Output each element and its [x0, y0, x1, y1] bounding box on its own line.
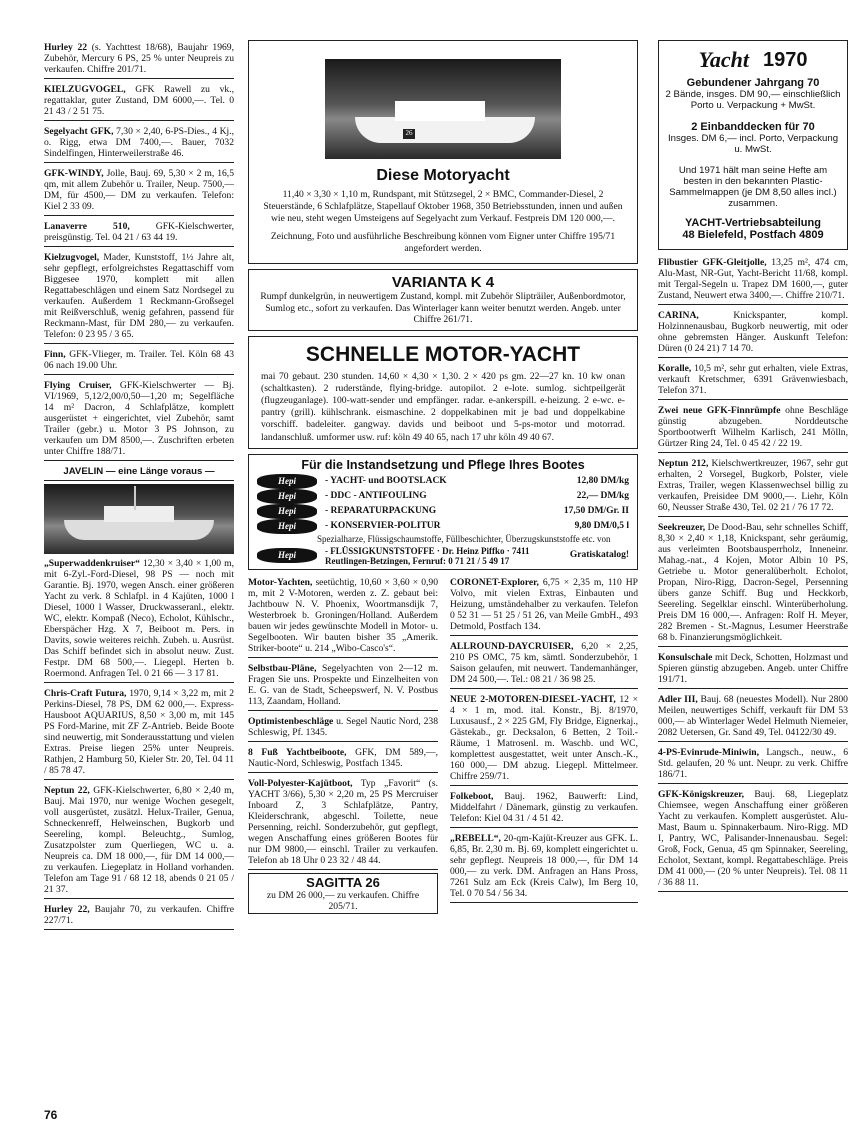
ad-text: 12 × 4 × 1 m, mod. ital. Konstr., Bj. 8/1970, Luxusausf., 2 × 225 GM, Fly Bridge, Eignerkaj., Gästekab., gr. Decksalon, 6 Betten, 2 Toil.-Räume, 1 Matrosenl. m. Waschb. und WC, komplettest ausgestattet, weit unter Ansch.-K., 160 000,— DM abzug. Liegepl. Mittelmeer. Chiffre 259/71.	[450, 693, 638, 782]
classified-list-2	[44, 556, 234, 930]
motoryacht-title: Diese Motoryacht	[376, 167, 510, 184]
ad-heading: Motor-Yachten,	[248, 576, 313, 588]
ad-heading: Lanaverre 510,	[44, 221, 130, 232]
yacht-logo: Yacht	[698, 47, 750, 72]
classified-ad	[248, 575, 438, 658]
hepi-product-name: - YACHT- und BOOTSLACK	[325, 475, 447, 486]
ad-text: seetüchtig, 10,60 × 3,60 × 0,90 m, mit 2 V-Motoren, werden z. Z. gebaut bei: Jachtbouw N. V. Phoenix, Woortmansdijk 7, Westerbroek b. Groningen/Holland. Außerdem bauen wir jedes gewünschte Modell in Motor- u. Segelbooten. Wir bauten bisher 35 „Amerik. Striker-boote“ u. 214 „Wibo-Casco's“.	[248, 576, 438, 654]
ad-heading: „Superwaddenkruiser“	[44, 558, 140, 569]
ad-text: GFK-Vlieger, m. Trailer. Tel. Köln 68 43 06 nach 19.00 Uhr.	[44, 349, 234, 371]
ad-text: 1970, 9,14 × 3,22 m, mit 2 Perkins-Diesel, 78 PS, DM 62 000,—. Express-Hausboot AQUARIUS, 8,50 × 3,00 m, mit 145 PS Ford-Marine, mit ZF Z-Antrieb. Beide Boote sind neuwertig, mit Sonderausstattung und vielen Extras. Preise liegen 25% unter Neupreis. Rathjen, 2 Hamburg 50, Kieler Str. 20, Tel. 04 11 / 85 78 47.	[44, 688, 234, 776]
classified-ad	[450, 692, 638, 786]
ad-text: Mader, Kunststoff, 1½ Jahre alt, sehr gepflegt, erfolgreichstes Regattaschiff vom Biggesee 1970, komplett mit allen Regattabeschlägen und einem Satz Nordsegel zu verkaufen. Außerdem 1 Reckmann-Großsegel mit Reißverschluß, wenig gefahren, passend für Reckmann-Mast, für DM 280,— zu verkaufen. Telefon: 0 23 95 / 3 65.	[44, 252, 234, 340]
classified-ad	[450, 789, 638, 828]
ad-text: 10,5 m², sehr gut erhalten, viele Extras, verkauft Kretschmer, 6391 Grävenwiesbach, Telefon 371.	[658, 363, 848, 396]
classified-ad	[658, 255, 848, 305]
hepi-product-price: 9,80 DM/0,5 l	[574, 520, 629, 531]
ad-heading: Kielzugvogel,	[44, 252, 100, 263]
column-right	[658, 40, 848, 895]
ad-heading: ALLROUND-DAYCRUISER,	[450, 640, 574, 652]
yacht-head: Gebundener Jahrgang 70	[686, 77, 820, 89]
ad-text: GFK-Kielschwerter — Bj. VI/1969, 5,12/2,00/0,50—1,20 m; Segelfläche 14 m² Dacron, 4 Schlafplätze, komplett ausgerüstet + eingerichtet, viel Zubehör, samt Trailer (gebr.) u. Motor 3 PS Johnson, zu verkaufen um DM 8500,—. Zuschriften erbeten unter Chiffre 188/71.	[44, 380, 234, 457]
sagitta-body: zu DM 26 000,— zu verkaufen. Chiffre 205/71.	[266, 889, 420, 912]
classified-ad	[248, 661, 438, 711]
classified-list-5	[658, 255, 848, 892]
javelin-banner: JAVELIN — eine Länge voraus —	[44, 464, 234, 481]
ad-heading: NEUE 2-MOTOREN-DIESEL-YACHT,	[450, 693, 616, 705]
classified-list-3	[248, 575, 438, 870]
ad-heading: Hurley 22	[44, 42, 88, 53]
ad-heading: Folkeboot,	[450, 790, 494, 802]
ad-text: GFK-Kielschwerter, 6,80 × 2,40 m, Bauj. Mai 1970, nur wenige Wochen gesegelt, voll ausgerüstet, zusätzl. Helux-Trailer, Genua, Schneckenreff, Helweinschen, Bugkorb und Seereling, kompl. Beleuchtg., Sumlog, Zusatzpolster zum Querliegen, WC u. a. Neupreis ca. DM 18 000,—, für DM 14 000,— zu verkaufen. Liegeplatz in Holland vorhanden. Telefon am Tage 91 / 68 12 18, abends 0 21 05 / 21 37.	[44, 785, 234, 895]
classified-ad	[44, 783, 234, 899]
classified-list-4	[450, 575, 638, 903]
yacht-l3: Und 1971 hält man seine Hefte am besten in den bekannten Plastic-Sammelmappen (je DM 8,50 alles incl.) zusammen.	[669, 165, 837, 209]
ad-text: 12,30 × 3,40 × 1,00 m, mit 6-Zyl.-Ford-Diesel, 98 PS — noch mit Garantie. Bj. 1970, wegen Ansch. einer größeren Yacht zu verk. 8 Schlafpl. in 4 Kajüten, 1000 l Diesel, 1000 l Wasser, Druckwasseranl., elektr. WC, elektr. Kompaß (Neco), Echolot, Kühlschr., Eberspächer Hzg. X 7, Beiboot m. Pers. in Davits, sowie weiteres reichh. Zubeh. u. Ausrüst. Das Schiff befindet sich in absolut neuw. Zust. Festpr. DM 68 500,—. Liegepl. Herten b. Roermond. Anfragen Tel. 0 21 66 — 3 17 81.	[44, 558, 234, 679]
ad-heading: Segelyacht GFK,	[44, 126, 114, 137]
column-left	[44, 40, 234, 933]
classified-ad	[658, 745, 848, 784]
classified-ad	[248, 776, 438, 870]
classified-ad	[658, 520, 848, 647]
ad-text: 7,30 × 2,40, 6-PS-Dies., 4 Kj., o. Rigg, etwa DM 7400,—. Bauer, 7032 Sindelfingen, Hinterweilerstraße 46.	[44, 126, 234, 159]
yacht-h4: 48 Bielefeld, Postfach 4809	[682, 229, 824, 241]
ad-heading: 8 Fuß Yachtbeiboote,	[248, 746, 347, 758]
ad-heading: Hurley 22,	[44, 904, 90, 915]
classified-ad	[658, 361, 848, 400]
hepi-title: Für die Instandsetzung und Pflege Ihres Bootes	[301, 457, 585, 472]
ad-text: Bauj. 68, Liegeplatz Chiemsee, wegen Anschaffung einer größeren Yacht zu verkaufen. Komplett ausgerüstet. Alu-Mast, Baum u. Spinnakerbaum. Niro-Rigg. MD I, Pantry, WC, Palisander-Innenausbau. Segel: Groß, Fock, Genua, 45 qm Spinnaker, Seereling, Echolot, Sextant, kompl. Regattabeschläge. Preis DM 41 000,— (20 % unter Neupreis). Tel. 08 11 / 36 88 11.	[658, 789, 848, 888]
ad-text: Knickspanter, kompl. Holzinnenausbau, Bugkorb neuwertig, mit oder ohne gebremsten Hänger. Auskunft Telefon: Düren (0 24 21) 7 14 70.	[658, 310, 848, 354]
classified-ad	[44, 40, 234, 79]
ad-heading: Zwei neue GFK-Finnrümpfe	[658, 405, 781, 416]
yacht-l1: 2 Bände, insges. DM 90,— einschließlich Porto u. Verpackung + MwSt.	[665, 89, 841, 111]
ad-heading: Konsulschale	[658, 652, 713, 663]
classified-ad	[44, 556, 234, 683]
classified-ad	[44, 347, 234, 375]
hepi-product-row	[257, 489, 629, 504]
hepi-logo: Hepi	[257, 504, 317, 519]
hepi-logo: Hepi	[257, 489, 317, 504]
ad-text: 13,25 m², 474 cm, Alu-Mast, NR-Gut, Yacht-Bericht 11/68, kompl. mit Tergal-Segeln u. Trapez DM 1600,—, guter Zustand, Neuwert etwa 3400,—. Chiffre 210/71.	[658, 257, 848, 301]
hepi-logo: Hepi	[257, 474, 317, 489]
classified-ad	[658, 650, 848, 689]
ad-heading: Voll-Polyester-Kajütboot,	[248, 777, 353, 789]
classified-list	[44, 40, 234, 461]
hepi-product-row	[257, 504, 629, 519]
classified-ad	[44, 686, 234, 780]
classified-ad	[658, 403, 848, 453]
hepi-product-name: - DDC - ANTIFOULING	[325, 490, 427, 501]
classified-ad	[44, 166, 234, 216]
ad-heading: KIELZUGVOGEL,	[44, 84, 126, 95]
ad-text: 6,75 × 2,35 m, 110 HP Volvo, mit vielen Extras, Einbauten und Heizung, umständehalber zu verkaufen. Telefon 0 52 31 — 51 25 / 51 26, van Meile GmbH., 493 Detmold, Postfach 134.	[450, 576, 638, 632]
hepi-logo: Hepi	[257, 519, 317, 534]
classified-ad	[658, 308, 848, 358]
classified-ad	[658, 787, 848, 892]
ad-text: GFK Rawell zu vk., regattaklar, guter Zustand, DM 6000,—. Tel. 0 21 43 / 2 51 75.	[44, 84, 234, 117]
yacht-subscription-ad	[658, 40, 848, 250]
classified-ad	[44, 378, 234, 461]
classified-ad	[44, 219, 234, 247]
ad-text: Kielschwertkreuzer, 1967, sehr gut erhalten, 2 Vorsegel, Bugkorb, Polster, viele Extras, Trailer, wegen Klassenwechsel billig zu verkaufen, Preisidee DM 9000,—. Liehr, Köln 60, Neusser Straße 430, Tel. 02 21 / 76 17 72.	[658, 458, 849, 513]
ad-text: 6,20 × 2,25, 210 PS OMC, 75 km, sämtl. Sonderzubehör, 1 Saison gelaufen, mit neuwert. Tandemanhänger, DM 24 500,—. Tel.: 08 21 / 36 98 25.	[450, 640, 638, 685]
ad-text: Jolle, Bauj. 69, 5,30 × 2 m, 16,5 qm, mit allem Zubehör u. Trailer, Neup. 7500,— DM, für 4500,— DM zu verkaufen. Telefon: Kiel 2 33 09.	[44, 168, 234, 212]
classified-ad	[450, 831, 638, 903]
ad-text: Baujahr 70, zu verkaufen. Chiffre 227/71.	[44, 904, 234, 926]
hepi-product-row	[257, 519, 629, 534]
ad-text: Bauj. 68 (neuestes Modell). Nur 2800 Meilen, neuwertiges Schiff, verkauft für DM 53 000,— ab Winterlager Wedel Helmuth Niemeier, 2082 Uetersen, Gr. Sand 49, Tel. 04122/30 49.	[658, 694, 848, 738]
page-number: 76	[44, 1108, 58, 1122]
sagitta-title: SAGITTA 26	[306, 874, 380, 890]
ad-text: Typ „Favorit“ (s. YACHT 3/66), 5,30 × 2,20 m, 25 PS Mercruiser Inboard Z, 3 Schlafplätze, Pantry, Kleiderschrank, abgeschl. Toilette, neue Persenning, reichl. Sonderzubehör, gut gepflegt, wegen Anschaffung eines größeren Bootes für nur DM 9800,— einschl. Trailer zu verkaufen. Telefon ab 18 Uhr 0 23 32 / 48 44.	[248, 777, 438, 866]
ad-heading: GFK-Königskreuzer,	[658, 789, 745, 800]
boat-photo	[44, 484, 234, 554]
classified-ad	[248, 714, 438, 742]
varianta-title: VARIANTA K 4	[391, 274, 495, 291]
ad-heading: CORONET-Explorer,	[450, 576, 539, 588]
ad-text: u. Segel Nautic Nord, 238 Schleswig, Pf. 1345.	[248, 715, 438, 738]
ad-text: Bauj. 1962, Bauwerft: Lind, Middelfahrt / Dänemark, günstig zu verkaufen. Telefon: Kiel 04 31 / 4 51 42.	[450, 790, 638, 824]
ad-text: Segelyachten von 2—12 m. Fragen Sie uns. Prospekte und Einzelheiten von E. G. van de Stadt, Scheepswerf, N. V. Postbus 113, Zaandam, Holland.	[248, 662, 438, 707]
hepi-product-price: 17,50 DM/Gr. II	[563, 505, 629, 516]
hepi-product-name: - KONSERVIER-POLITUR	[325, 520, 441, 531]
ad-heading: Finn,	[44, 349, 66, 360]
hepi-ad	[248, 454, 638, 570]
column-middle	[248, 40, 638, 919]
classified-ad	[248, 745, 438, 773]
hepi-product-name: - REPARATURPACKUNG	[325, 505, 437, 516]
hepi-product-row	[257, 474, 629, 489]
ad-heading: Adler III,	[658, 694, 698, 705]
hepi-spezial: Spezialharze, Flüssigschaumstoffe, Füllbeschichter, Überzugskunststoffe etc. von	[317, 533, 611, 544]
classified-ad	[450, 575, 638, 636]
ad-text: GFK-Kielschwerter, preisgünstig. Tel. 04 21 / 63 44 19.	[44, 221, 234, 243]
hepi-katalog: Gratiskatalog!	[569, 550, 629, 561]
classified-ad	[658, 456, 848, 517]
ad-heading: Koralle,	[658, 363, 692, 374]
motoryacht-contact: Zeichnung, Foto und ausführliche Beschreibung können vom Eigner unter Chiffre 195/71 angefordert werden.	[270, 231, 616, 254]
ad-heading: 4-PS-Evinrude-Miniwin,	[658, 747, 760, 758]
ad-heading: GFK-WINDY,	[44, 168, 104, 179]
classified-ad	[658, 692, 848, 742]
schnelle-body: mai 70 gebaut. 230 stunden. 14,60 × 4,30 × 1,30. 2 × 420 ps gm. 22—27 kn. 10 kw onan (schaltkasten). 2 ruderstände, flying-bridge. autopilot. 2 e-lote. sumlog. sichtpeilgerät (flugzeuganlage). 100-watt-sender und empfänger. radar. e-ankerspill. e-heizung. 2 e-wc. e-pantry (grill). kühlschrank. eismaschine. 2 doppelkabinen mit je bad und doppelkabine vorschiff. badeleiter. gangway. davids und beiboot und 5-ps-motor und motorrad. landanschluß. umformer usw. ruf: köln 49 40 65, nach 17 uhr köln 49 40 67.	[261, 370, 625, 443]
ad-heading: „REBELL“,	[450, 832, 501, 844]
motoryacht-body: 11,40 × 3,30 × 1,10 m, Rundspant, mit Stützsegel, 2 × BMC, Commander-Diesel, 2 Steuerstände, 6 Schlafplätze, Stapellauf Oktober 1968, 350 Betriebsstunden, innen und außen wie neu, steht wegen Umsteigens auf Segelyacht zum Verkauf. Festpreis DM 120 000,—.	[263, 189, 623, 224]
schnelle-ad	[248, 336, 638, 449]
motoryacht-ad	[248, 40, 638, 264]
ad-heading: Seekreuzer,	[658, 522, 706, 533]
yacht-h3: YACHT-Vertriebsabteilung	[685, 217, 821, 229]
hepi-product-list	[257, 474, 629, 534]
ad-heading: Neptun 212,	[658, 458, 709, 469]
classified-ad	[44, 902, 234, 930]
ad-text: (s. Yachttest 18/68), Baujahr 1969, Zubehör, Mercury 6 PS, 25 % unter Neupreis zu verkaufen. Chiffre 201/71.	[44, 42, 234, 75]
ad-heading: Chris-Craft Futura,	[44, 688, 127, 699]
classified-ad	[450, 639, 638, 689]
hepi-logo: Hepi	[257, 548, 317, 563]
ad-text: 20-qm-Kajüt-Kreuzer aus GFK. L. 6,85, Br. 2,30 m. Bj. 69, komplett eingerichtet u. sehr gepflegt. Neupreis 18 000,—, für DM 14 000,— zu verk. DM. Anfragen an Hans Pross, 7261 Sulz am Eck (Kreis Calw), Im Berg 10, Tel. 0 70 54 / 56 34.	[450, 832, 638, 899]
motoryacht-photo: 26	[325, 59, 561, 159]
ad-text: De Dood-Bau, sehr schnelles Schiff, 8,30 × 2,40 × 1,18, Knickspant, sehr geräumig, aus verleimten Bootsbausperrholz, Inneneinr. Mahag.-nat., 4 Kojen, Motor Albin 10 PS, Getriebe u. Motor generalüberholt. Echolot, Propan, Niro-Rigg, Dacron-Segel, Persenning übers ganze Schiff. Bug und Heckkorb, Seereling. Segelklar einschl. Winterüberholung. Preis DM 16 000,—. Anfragen: Rolf H. Meyer, 282 Bremen - St.-Magnus, Lesumer Heerstraße 68 b. Finanzierungsmöglichkeit.	[658, 522, 848, 643]
ad-heading: Flying Cruiser,	[44, 380, 112, 391]
ad-text: Langsch., neuw., 6 Std. gelaufen, 20 % unt. Neupr. zu verk. Chiffre 186/71.	[658, 747, 848, 780]
ad-heading: CARINA,	[658, 310, 699, 321]
varianta-body: Rumpf dunkelgrün, in neuwertigem Zustand, kompl. mit Zubehör Slipträiler, Außenbordmotor, Sumlog etc., sofort zu verkaufen. Das Winterlager kann weiter benutzt werden. Angeb. unter Chiffre 261/71.	[260, 291, 626, 325]
ad-heading: Optimistenbeschläge	[248, 715, 334, 727]
sagitta-ad	[248, 873, 438, 914]
hepi-fluessig: - FLÜSSIGKUNSTSTOFFE · Dr. Heinz Piffko · 7411 Reutlingen-Betzingen, Fernruf: 0 71 21 / 5 49 17	[325, 545, 530, 566]
hepi-product-price: 22,— DM/kg	[576, 490, 629, 501]
yacht-year: 1970	[763, 48, 808, 71]
schnelle-title: SCHNELLE MOTOR-YACHT	[305, 342, 581, 366]
classified-ad	[44, 124, 234, 163]
varianta-ad	[248, 269, 638, 331]
hepi-product-price: 12,80 DM/kg	[576, 475, 629, 486]
ad-text: GFK, DM 589,—, Nautic-Nord, Schleswig, Postfach 1345.	[248, 746, 438, 769]
hepi-fluessig-row	[257, 546, 629, 566]
ad-heading: Selbstbau-Pläne,	[248, 662, 317, 674]
ad-heading: Flibustier GFK-Gleitjolle,	[658, 257, 767, 268]
yacht-h2: 2 Einbanddecken für 70	[691, 121, 815, 133]
ad-text: mit Deck, Schotten, Holzmast und Spieren günstig abzugeben. Angeb. unter Chiffre 191/71.	[658, 652, 848, 685]
ad-text: ohne Beschläge günstig abzugeben. Norddeutsche Sportbootwerft Wilhelm Karlisch, 241 Mölln, Gürtzer Ring 24, Tel. 0 45 42 / 22 19.	[658, 405, 848, 449]
classified-ad	[44, 250, 234, 344]
ad-heading: Neptun 22,	[44, 785, 90, 796]
classified-ad	[44, 82, 234, 121]
yacht-l2: Insges. DM 6,— incl. Porto, Verpackung u. MwSt.	[667, 133, 839, 155]
